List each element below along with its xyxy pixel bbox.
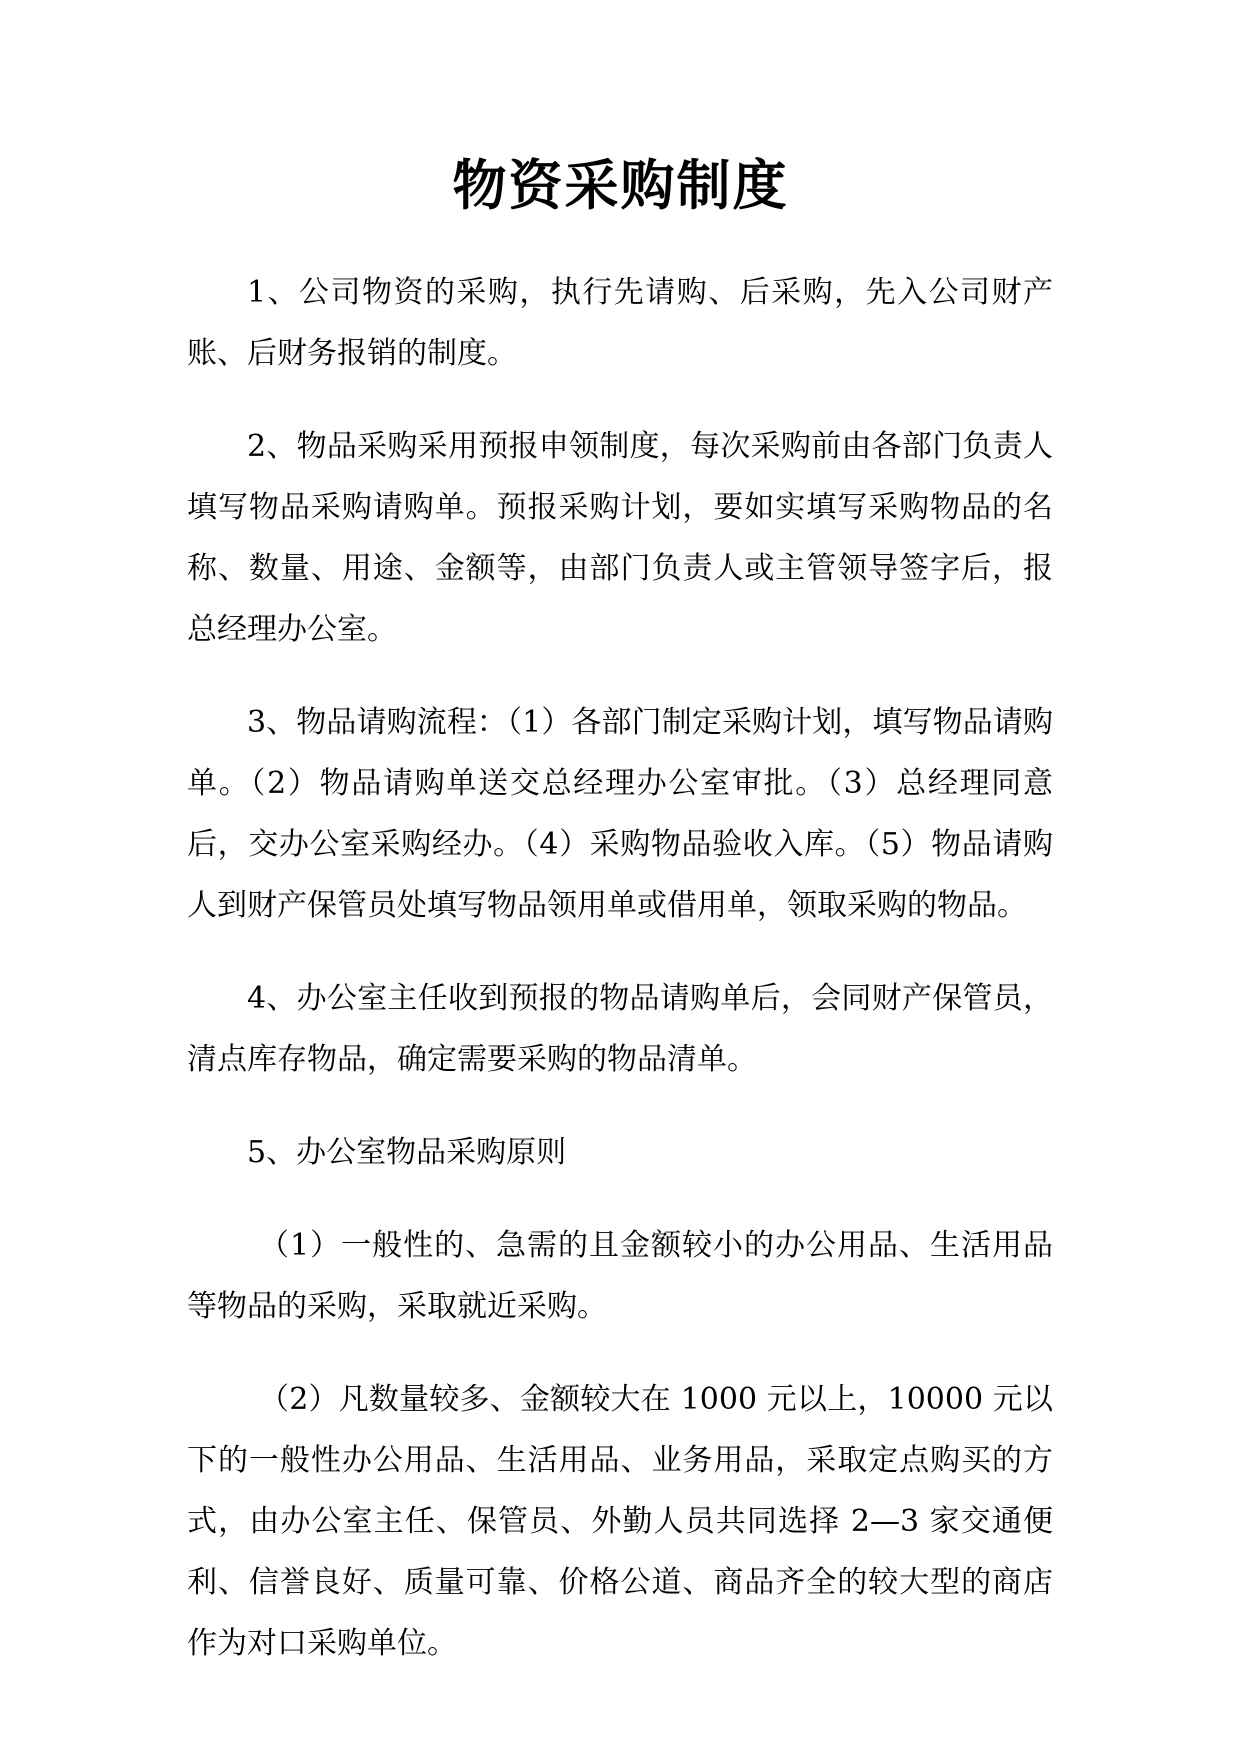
document-title: 物资采购制度	[452, 153, 789, 217]
paragraph-4: 4、办公室主任收到预报的物品请购单后，会同财产保管员，清点库存物品，确定需要采购的物品清单。	[187, 981, 1053, 1077]
paragraph-5-item-1: （1）一般性的、急需的且金额较小的办公用品、生活用品等物品的采购，采取就近采购。	[187, 1228, 1053, 1324]
paragraph-2: 2、物品采购采用预报申领制度，每次采购前由各部门负责人填写物品采购请购单。预报采购计划，要如实填写采购物品的名称、数量、用途、金额等，由部门负责人或主管领导签字后，报总经理办公室。	[187, 429, 1053, 647]
paragraph-1: 1、公司物资的采购，执行先请购、后采购，先入公司财产账、后财务报销的制度。	[187, 275, 1053, 371]
paragraph-3: 3、物品请购流程：（1）各部门制定采购计划，填写物品请购单。（2）物品请购单送交总经理办公室审批。（3）总经理同意后，交办公室采购经办。（4）采购物品验收入库。（5）物品请购人到财产保管员处填写物品领用单或借用单，领取采购的物品。	[187, 705, 1053, 923]
paragraph-5-heading: 5、办公室物品采购原则	[247, 1135, 567, 1170]
document-body	[187, 262, 1053, 1706]
paragraph-5-item-2: （2）凡数量较多、金额较大在 1000 元以上，10000 元以下的一般性办公用品、生活用品、业务用品，采取定点购买的方式，由办公室主任、保管员、外勤人员共同选择 2—3 家交通便利、信誉良好、质量可靠、价格公道、商品齐全的较大型的商店作为对口采购单位。	[187, 1382, 1053, 1661]
